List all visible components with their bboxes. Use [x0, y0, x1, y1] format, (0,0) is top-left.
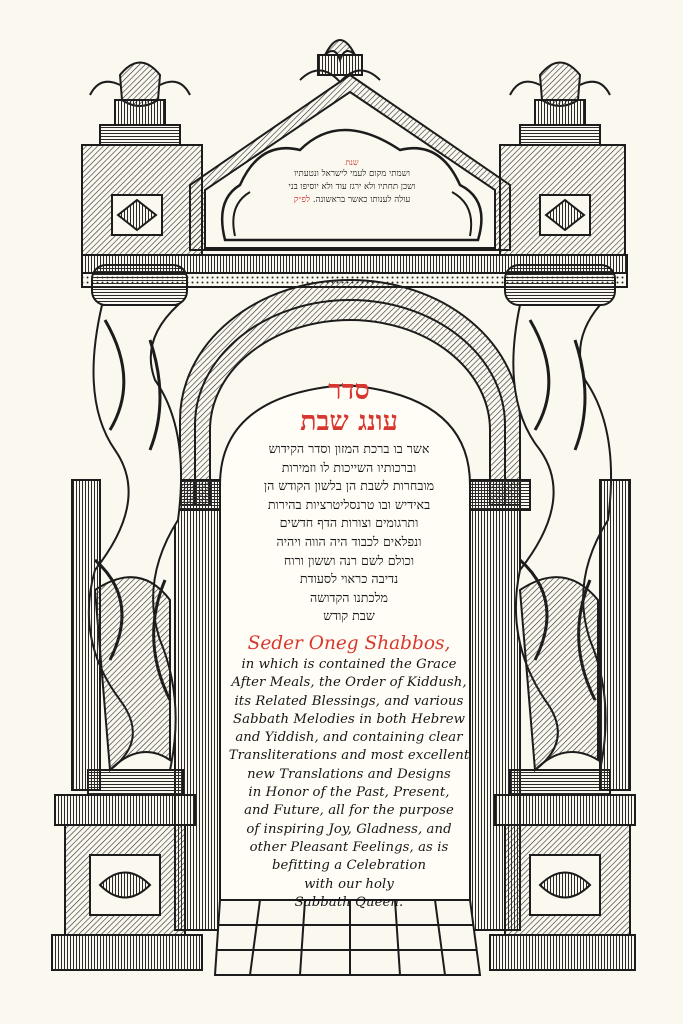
- cartouche-label: שנת: [345, 158, 359, 167]
- cartouche-text: [258, 168, 446, 207]
- hebrew-subtitle-line: ותרגומים וצורות הדף חדשים: [279, 515, 419, 531]
- hebrew-subtitle-line: מובחרות לשבת הן בלשון הקודש הן: [263, 478, 435, 494]
- english-subtitle-line: After Meals, the Order of Kiddush,: [231, 675, 467, 691]
- hebrew-subtitle-line: שבת קודש: [323, 608, 375, 624]
- cartouche-line-text: עולה לענותו כאשר בראשונה.: [312, 195, 411, 205]
- crest-ornament: [300, 40, 380, 82]
- english-subtitle-line: Sabbath Queen.: [294, 894, 404, 910]
- hebrew-subtitle-line: וכולם לשם רנה וששון ורוח: [283, 552, 415, 568]
- hebrew-subtitle-line: ונפלאים לכבוד היה הווה ויהיה: [276, 533, 422, 549]
- hebrew-subtitle-line: אשר בו ברכת המזון וסדר הקידוש: [268, 441, 430, 456]
- english-title: Seder Oneg Shabbos,: [247, 632, 451, 654]
- hebrew-subtitle-line: נדיבה כראוי לסעודת: [299, 571, 399, 587]
- english-subtitle-line: befitting a Celebration: [271, 858, 427, 874]
- hebrew-subtitle-line: מלכתנו הקדושה: [310, 589, 388, 605]
- english-subtitle-line: other Pleasant Feelings, as is: [249, 839, 449, 855]
- cartouche-line: ושמתי מקום לעמי לישראל ונטעתיו: [294, 169, 410, 179]
- english-subtitle-line: its Related Blessings, and various: [234, 693, 464, 709]
- hebrew-subtitle-line: וברכותיו השייכות לו וזמירות: [281, 459, 417, 475]
- english-subtitle-line: Sabbath Melodies in both Hebrew: [232, 711, 466, 727]
- english-subtitle-line: and Yiddish, and containing clear: [235, 730, 463, 746]
- left-urn: [90, 63, 190, 146]
- english-subtitle-line: Transliterations and most excellent: [228, 748, 470, 764]
- cartouche-tail: לפ״ק: [293, 195, 311, 205]
- right-urn: [510, 63, 610, 146]
- pediment-cartouche: [258, 157, 446, 207]
- english-subtitle-line: with our holy: [304, 876, 394, 892]
- english-subtitle-line: in Honor of the Past, Present,: [248, 785, 450, 801]
- english-subtitle-line: new Translations and Designs: [247, 766, 451, 782]
- english-subtitle-line: of inspiring Joy, Gladness, and: [246, 821, 452, 837]
- cartouche-line: ושכן תחתיו ולא ירגז עוד ולא יוסיפו בני: [288, 182, 416, 192]
- english-subtitle-line: and Future, all for the purpose: [244, 803, 454, 819]
- hebrew-title-line-2: עונג שבת: [300, 406, 398, 437]
- title-page-text: [225, 375, 473, 912]
- cartouche-line: [258, 194, 446, 207]
- hebrew-subtitle-line: באידיש ובו טרנסליטרציות בהירות: [267, 496, 431, 512]
- english-subtitle-line: in which is contained the Grace: [241, 656, 457, 672]
- hebrew-title-line-1: סדר: [328, 375, 370, 406]
